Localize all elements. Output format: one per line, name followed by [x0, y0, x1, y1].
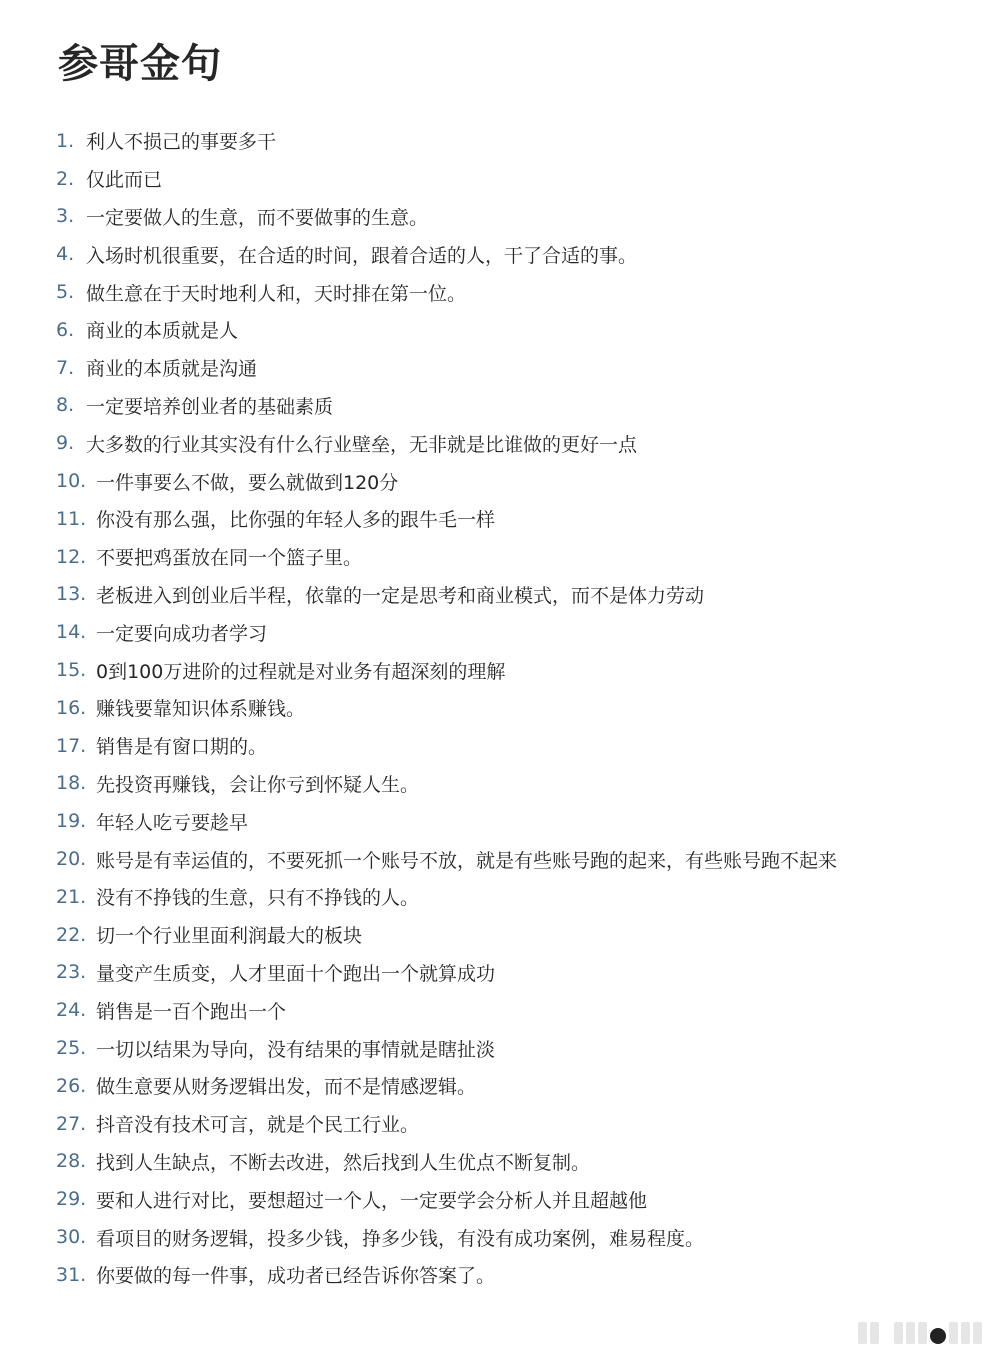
- list-item-text: 仅此而已: [86, 169, 163, 192]
- list-item-number: 29.: [56, 1188, 87, 1211]
- list-item-text: 一件事要么不做，要么就做到120分: [96, 471, 399, 494]
- list-item: [0, 1105, 837, 1143]
- list-item: [0, 538, 837, 576]
- list-item-text: 一定要做人的生意，而不要做事的生意。: [86, 206, 429, 229]
- list-item: [0, 462, 837, 500]
- list-item-number: 18.: [56, 772, 87, 795]
- list-item-number: 24.: [56, 999, 87, 1022]
- list-item-number: 10.: [56, 470, 87, 493]
- list-item-text: 销售是有窗口期的。: [96, 736, 268, 759]
- list-item-text: 要和人进行对比，要想超过一个人，一定要学会分析人并且超越他: [96, 1189, 648, 1212]
- list-item: [0, 1143, 837, 1181]
- list-item: [0, 1256, 837, 1294]
- list-item-text: 年轻人吃亏要趁早: [96, 811, 249, 834]
- list-item: [0, 954, 837, 992]
- list-item-number: 16.: [56, 696, 87, 719]
- list-item-number: 2.: [56, 167, 75, 190]
- list-item-number: 8.: [56, 394, 75, 417]
- list-item-text: 一切以结果为导向，没有结果的事情就是瞎扯淡: [96, 1038, 496, 1061]
- list-item-text: 抖音没有技术可言，就是个民工行业。: [96, 1114, 420, 1137]
- list-item-number: 26.: [56, 1074, 87, 1097]
- page-title: 参哥金句: [58, 41, 222, 87]
- list-item-number: 14.: [56, 621, 87, 644]
- list-item-number: 31.: [56, 1263, 87, 1286]
- list-item-text: 账号是有幸运值的，不要死抓一个账号不放，就是有些账号跑的起来，有些账号跑不起来: [96, 849, 838, 872]
- list-item-text: 你没有那么强，比你强的年轻人多的跟牛毛一样: [96, 509, 496, 532]
- list-item-text: 一定要向成功者学习: [96, 622, 268, 645]
- list-item-text: 入场时机很重要，在合适的时间，跟着合适的人，干了合适的事。: [86, 244, 638, 267]
- list-item-number: 25.: [56, 1037, 87, 1060]
- list-item-text: 切一个行业里面利润最大的板块: [96, 925, 363, 948]
- list-item: [0, 500, 837, 538]
- list-item-number: 21.: [56, 885, 87, 908]
- list-item-number: 15.: [56, 659, 87, 682]
- list-item: [0, 840, 837, 878]
- list-item: [0, 1029, 837, 1067]
- list-item-number: 12.: [56, 545, 87, 568]
- list-item-number: 23.: [56, 961, 87, 984]
- list-item: [0, 122, 837, 160]
- quote-list: [0, 122, 837, 1294]
- list-item-number: 11.: [56, 507, 87, 530]
- list-item: [0, 576, 837, 614]
- list-item-number: 13.: [56, 583, 87, 606]
- list-item-text: 找到人生缺点，不断去改进，然后找到人生优点不断复制。: [96, 1151, 591, 1174]
- list-item: [0, 878, 837, 916]
- list-item-text: 商业的本质就是人: [86, 320, 239, 343]
- list-item-text: 老板进入到创业后半程，依靠的一定是思考和商业模式，而不是体力劳动: [96, 584, 705, 607]
- list-item-number: 7.: [56, 356, 75, 379]
- list-item: [0, 916, 837, 954]
- list-item-text: 做生意在于天时地利人和，天时排在第一位。: [86, 282, 467, 305]
- list-item-text: 商业的本质就是沟通: [86, 358, 258, 381]
- list-item: [0, 991, 837, 1029]
- list-item-number: 9.: [56, 432, 75, 455]
- list-item: [0, 273, 837, 311]
- list-item-number: 17.: [56, 734, 87, 757]
- list-item: [0, 651, 837, 689]
- list-item: [0, 424, 837, 462]
- list-item: [0, 765, 837, 803]
- list-item: [0, 613, 837, 651]
- list-item-text: 0到100万进阶的过程就是对业务有超深刻的理解: [96, 660, 506, 683]
- list-item: [0, 160, 837, 198]
- list-item-text: 不要把鸡蛋放在同一个篮子里。: [96, 547, 363, 570]
- list-item-number: 19.: [56, 810, 87, 833]
- list-item-text: 大多数的行业其实没有什么行业壁垒，无非就是比谁做的更好一点: [86, 433, 638, 456]
- list-item-number: 27.: [56, 1112, 87, 1135]
- watermark-logo: [858, 1322, 982, 1344]
- list-item-text: 你要做的每一件事，成功者已经告诉你答案了。: [96, 1265, 496, 1288]
- list-item: [0, 235, 837, 273]
- list-item: [0, 387, 837, 425]
- list-item-number: 5.: [56, 281, 75, 304]
- list-item-number: 4.: [56, 243, 75, 266]
- list-item-number: 6.: [56, 318, 75, 341]
- list-item-text: 利人不损己的事要多干: [86, 131, 277, 154]
- list-item: [0, 311, 837, 349]
- list-item-text: 做生意要从财务逻辑出发，而不是情感逻辑。: [96, 1076, 477, 1099]
- list-item-number: 1.: [56, 129, 75, 152]
- list-item: [0, 1067, 837, 1105]
- list-item-text: 赚钱要靠知识体系赚钱。: [96, 698, 306, 721]
- list-item: [0, 198, 837, 236]
- list-item-number: 30.: [56, 1226, 87, 1248]
- list-item-text: 没有不挣钱的生意，只有不挣钱的人。: [96, 887, 420, 910]
- list-item: [0, 727, 837, 765]
- list-item: [0, 802, 837, 840]
- list-item-number: 22.: [56, 923, 87, 946]
- list-item: [0, 1180, 837, 1218]
- list-item-text: 销售是一百个跑出一个: [96, 1000, 287, 1023]
- list-item-text: 先投资再赚钱，会让你亏到怀疑人生。: [96, 773, 420, 796]
- list-item-text: 量变产生质变，人才里面十个跑出一个就算成功: [96, 962, 496, 985]
- list-item-text: 看项目的财务逻辑，投多少钱，挣多少钱，有没有成功案例，难易程度。: [96, 1227, 705, 1250]
- list-item-number: 3.: [56, 205, 75, 228]
- list-item-text: 一定要培养创业者的基础素质: [86, 395, 334, 418]
- list-item: [0, 689, 837, 727]
- list-item-number: 28.: [56, 1150, 87, 1173]
- list-item-number: 20.: [56, 848, 87, 871]
- list-item: [0, 349, 837, 387]
- list-item: [0, 1218, 837, 1256]
